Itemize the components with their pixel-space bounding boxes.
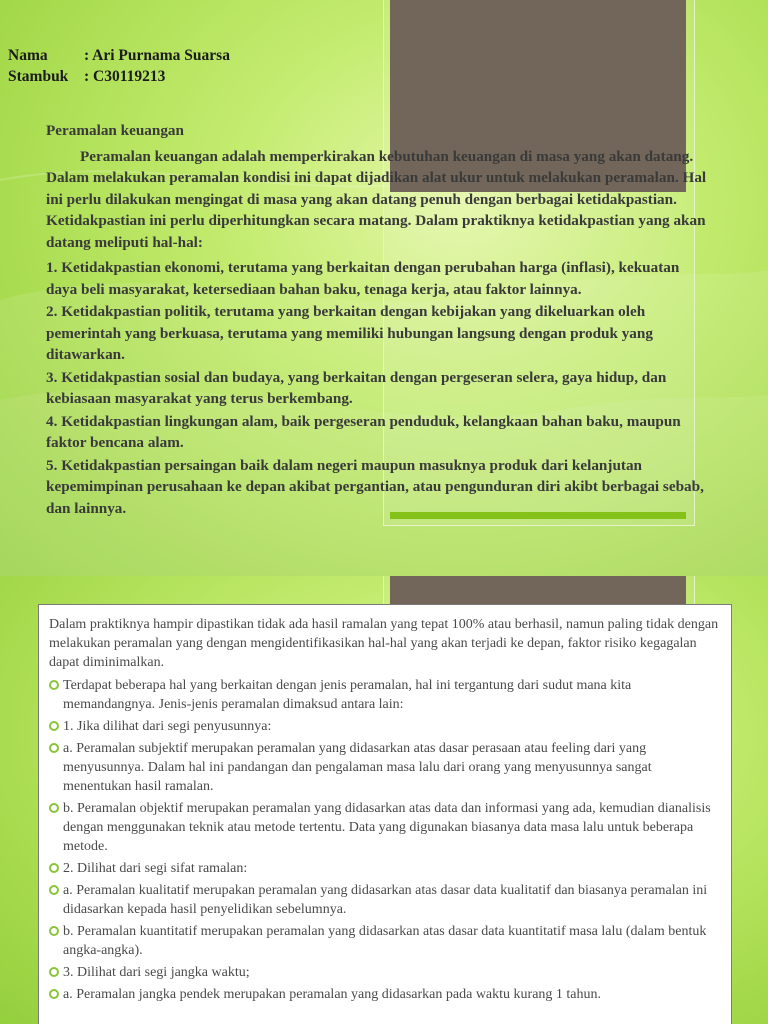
- list-item-text: 3. Dilihat dari segi jangka waktu;: [63, 965, 250, 980]
- student-id-label: Stambuk: [8, 68, 69, 85]
- uncertainty-item: 2. Ketidakpastian politik, terutama yang berkaitan dengan kebijakan yang dikeluarkan oleh pemerintah yang berkuasa, terutama yang memiliki hubungan langsung dengan produk yang ditawarkan.: [46, 303, 653, 363]
- list-item-text: a. Peramalan kualitatif merupakan peramalan yang didasarkan atas dasar data kualitatif dan biasanya peramalan ini didasarkan kepada hasil penyelidikan sebelumnya.: [63, 883, 708, 917]
- list-item-text: a. Peramalan subjektif merupakan peramalan yang didasarkan atas dasar perasaan atau feeling dari yang menyusunnya. Dalam hal ini pandangan dan pengalaman masa lalu dari orang yang menyusunnya sangat menentukan hasil ramalan.: [63, 741, 652, 794]
- slide-2: [0, 576, 768, 1024]
- slide-2-content: [49, 615, 721, 1007]
- bullet-ring-icon: [49, 721, 59, 731]
- name-label: Nama: [8, 47, 48, 64]
- author-info: [8, 45, 230, 87]
- intro-paragraph: Dalam praktiknya hampir dipastikan tidak ada hasil ramalan yang tepat 100% atau berhasil, namun paling tidak dengan melakukan peramalan yang dengan mengidentifikasikan hal-hal yang akan terjadi ke depan, faktor risiko kegagalan dapat diminimalkan.: [49, 617, 719, 670]
- bullet-ring-icon: [49, 885, 59, 895]
- list-item: [49, 985, 721, 1004]
- list-item: [49, 739, 721, 796]
- bullet-ring-icon: [49, 680, 59, 690]
- uncertainty-item: 5. Ketidakpastian persaingan baik dalam negeri maupun masuknya produk dari kelanjutan kepemimpinan perusahaan ke depan akibat pergantian, atau pengunduran diri akibt berbagai sebab, dan lainnya.: [46, 456, 704, 517]
- list-item: [49, 676, 721, 714]
- list-item: [49, 799, 721, 856]
- list-item: [49, 859, 721, 878]
- bullet-ring-icon: [49, 863, 59, 873]
- student-id-row: [8, 66, 230, 87]
- list-item-text: 2. Dilihat dari segi sifat ramalan:: [63, 861, 248, 876]
- bullet-ring-icon: [49, 989, 59, 999]
- bullet-ring-icon: [49, 926, 59, 936]
- list-item: [49, 881, 721, 919]
- name-value: : Ari Purnama Suarsa: [84, 47, 230, 64]
- uncertainty-item: 4. Ketidakpastian lingkungan alam, baik pergeseran penduduk, kelangkaan bahan baku, maupun faktor bencana alam.: [46, 412, 681, 451]
- bullet-ring-icon: [49, 967, 59, 977]
- bullet-ring-icon: [49, 743, 59, 753]
- list-item-text: b. Peramalan kuantitatif merupakan peramalan yang didasarkan atas dasar data kuantitatif masa lalu (dalam bentuk angka-angka).: [63, 924, 707, 958]
- intro-paragraph: Peramalan keuangan adalah memperkirakan kebutuhan keuangan di masa yang akan datang. Dalam melakukan peramalan kondisi ini dapat dijadikan alat ukur untuk melakukan peramalan. Hal ini perlu dilakukan mengingat di masa yang akan datang penuh dengan berbagai ketidakpastian. Ketidakpastian ini perlu diperhitungkan secara matang. Dalam praktiknya ketidakpastian yang akan datang meliputi hal-hal:: [46, 147, 707, 251]
- section-title: Peramalan keuangan: [46, 122, 184, 139]
- uncertainty-item: 1. Ketidakpastian ekonomi, terutama yang berkaitan dengan perubahan harga (inflasi), kekuatan daya beli masyarakat, ketersediaan bahan baku, tenaga kerja, atau faktor lainnya.: [46, 259, 680, 298]
- list-item: [49, 717, 721, 736]
- text-panel: [38, 604, 732, 1024]
- slide-1-content: [46, 120, 708, 520]
- list-item: [49, 963, 721, 982]
- name-row: [8, 45, 230, 66]
- uncertainty-item: 3. Ketidakpastian sosial dan budaya, yang berkaitan dengan pergeseran selera, gaya hidup, dan kebiasaan masyarakat yang terus berkembang.: [46, 368, 667, 407]
- list-item: [49, 922, 721, 960]
- list-item-text: 1. Jika dilihat dari segi penyusunnya:: [63, 719, 272, 734]
- list-item-text: a. Peramalan jangka pendek merupakan peramalan yang didasarkan pada waktu kurang 1 tahun.: [63, 987, 602, 1002]
- student-id-value: : C30119213: [84, 68, 166, 85]
- list-item-text: b. Peramalan objektif merupakan peramalan yang didasarkan atas data dan informasi yang ada, kemudian dianalisis dengan menggunakan teknik atau metode tertentu. Data yang digunakan biasanya data masa lalu untuk beberapa metode.: [63, 801, 711, 854]
- bullet-ring-icon: [49, 803, 59, 813]
- list-item-text: Terdapat beberapa hal yang berkaitan dengan jenis peramalan, hal ini tergantung dari sudut mana kita memandangnya. Jenis-jenis peramalan dimaksud antara lain:: [63, 678, 632, 712]
